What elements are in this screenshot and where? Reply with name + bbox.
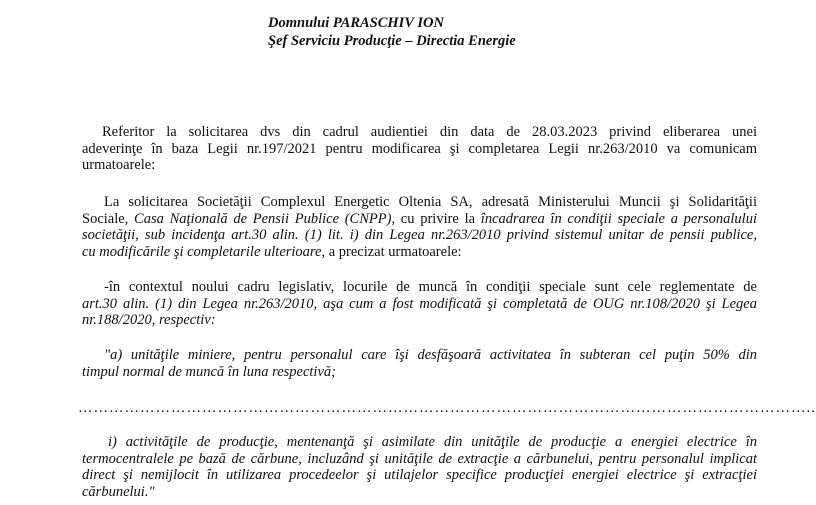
text-segment: Sociale, [82,210,135,227]
addressee-title: Şef Serviciu Producţie – Directia Energie [268,33,516,49]
addressee-name: Domnului PARASCHIV ION [268,15,444,31]
text-line: La solicitarea Societăţii Complexul Energetic Oltenia SA, adresată Ministerului Muncii şi Solidarităţii [104,194,757,210]
text-line: timpul normal de muncă în luna respectivă; [82,363,336,380]
text-segment: încadrarea în condiţii speciale a personalului [480,210,757,227]
paragraph-intro [82,124,757,174]
text-line [82,211,757,228]
text-segment: Casa Naţională de Pensii Publice (CNPP), [134,210,396,227]
text-segment: cu privire la [395,210,481,227]
ellipsis-separator: …………………………………………………………………………………………………………………………….. [78,400,816,416]
text-line: i) activităţile de producţie, mentenanţă şi asimilate din unităţile de producţie a energiei electrice în [108,434,757,450]
text-line: cărbunelui." [82,483,155,500]
paragraph-context [82,279,757,329]
text-line: nr.188/2020, respectiv: [82,312,216,329]
quote-paragraph-i [82,434,757,500]
text-line: Referitor la solicitarea dvs din cadrul audientiei din data de 28.03.2023 privind eliberarea unei [102,124,757,140]
text-line: direct şi nemijlocit în utilizarea procedeelor şi utilajelor specifice producţiei energiei electrice şi extracţiei [82,467,757,484]
addressee-block [268,14,516,50]
text-segment: , a precizat urmatoarele: [321,243,462,260]
text-line: adeverinţe în baza Legii nr.197/2021 pentru modificarea şi completarea Legii nr.263/2010 va comunicam [82,140,757,157]
paragraph-request [82,194,757,260]
text-line: art.30 alin. (1) din Legea nr.263/2010, aşa cum a fost modificată şi completată de OUG nr.108/2020 şi Legea [82,295,757,312]
text-segment: cu modificările şi completarile ulterioare [82,243,322,260]
text-line: -în contextul noului cadru legislativ, locurile de muncă în condiţii speciale sunt cele reglementate de [104,279,757,295]
text-line: urmatoarele: [82,157,156,174]
text-line: termocentralele pe bază de cărbune, incluzând şi unităţile de extracţie a cărbunelui, pentru personalul implicat [82,450,757,467]
text-line: "a) unităţile miniere, pentru personalul care îşi desfăşoară activitatea în subteran cel puţin 50% din [104,347,757,363]
text-line [82,244,757,261]
quote-paragraph-a [82,347,757,380]
text-line: societăţii, sub incidenţa art.30 alin. (1) lit. i) din Legea nr.263/2010 privind sistemul unitar de pensii publice, [82,227,757,244]
